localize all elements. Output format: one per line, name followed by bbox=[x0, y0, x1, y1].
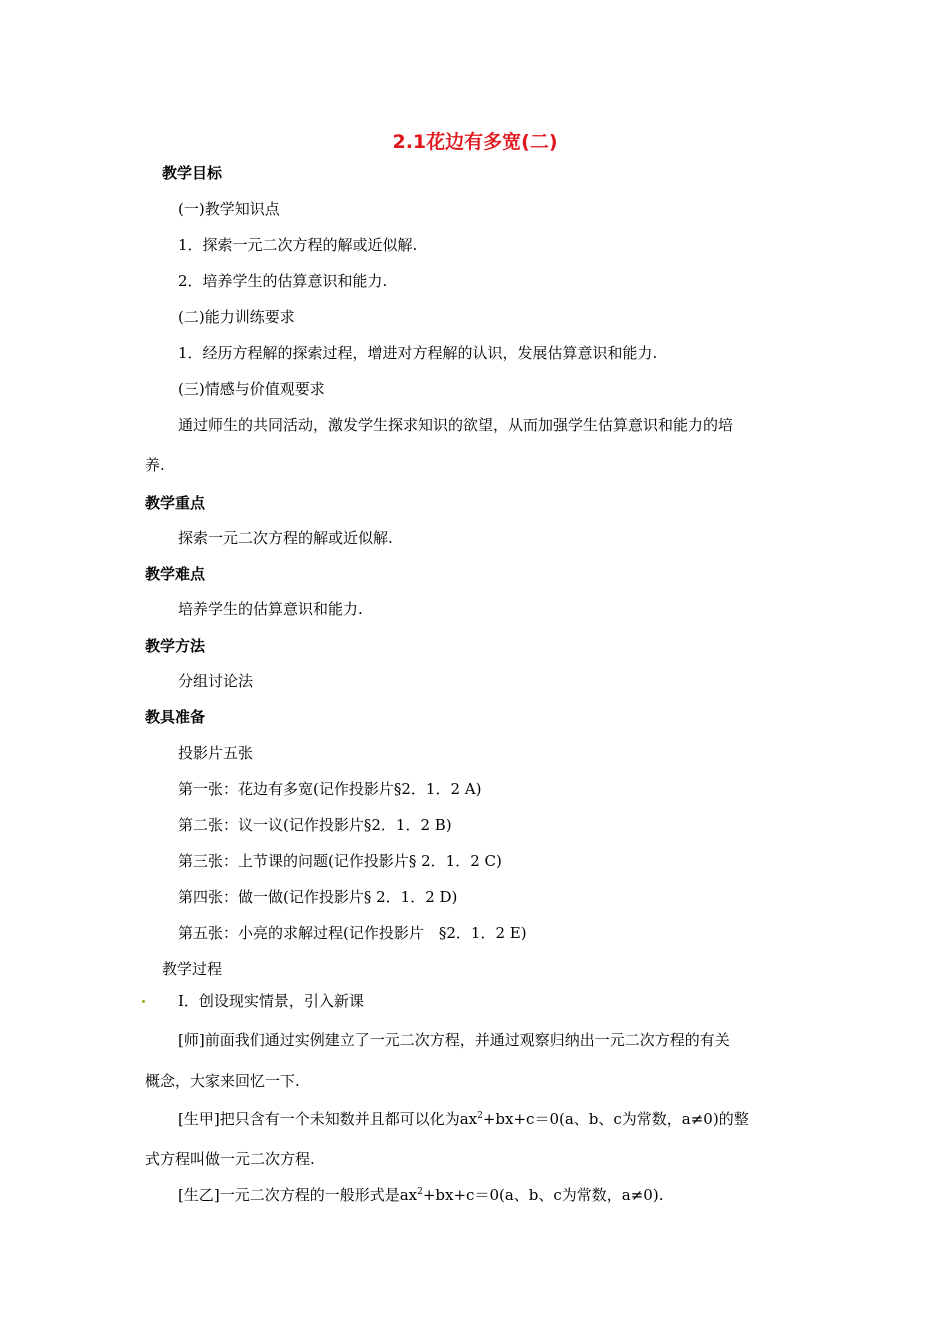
difficulty-text: 培养学生的估算意识和能力. bbox=[178, 600, 363, 618]
knowledge-item-1: 1．探索一元二次方程的解或近似解. bbox=[178, 236, 418, 254]
emotion-heading: (三)情感与价值观要求 bbox=[178, 380, 325, 398]
prep-intro: 投影片五张 bbox=[178, 744, 254, 762]
emotion-text-line2: 养. bbox=[145, 456, 165, 474]
objectives-heading: 教学目标 bbox=[162, 164, 223, 182]
key-point-text: 探索一元二次方程的解或近似解. bbox=[178, 529, 393, 547]
teacher-line1: [师]前面我们通过实例建立了一元二次方程，并通过观察归纳出一元二次方程的有关 bbox=[178, 1031, 730, 1049]
prep-heading: 教具准备 bbox=[145, 708, 206, 726]
emotion-text-line1: 通过师生的共同活动，激发学生探求知识的欲望，从而加强学生估算意识和能力的培 bbox=[178, 416, 734, 434]
knowledge-item-2: 2．培养学生的估算意识和能力. bbox=[178, 272, 388, 290]
knowledge-heading: (一)教学知识点 bbox=[178, 200, 280, 218]
prep-item-1: 第一张：花边有多宽(记作投影片§2．1．2 A) bbox=[178, 780, 482, 798]
student-jia-line2: 式方程叫做一元二次方程. bbox=[145, 1150, 315, 1168]
student-yi-line: [生乙]一元二次方程的一般形式是$ax^2+bx+c=0(a$、b、c为常数，a≠0). bbox=[178, 1186, 664, 1204]
document-title: 2.1花边有多宽(二) bbox=[392, 131, 558, 153]
ability-heading: (二)能力训练要求 bbox=[178, 308, 295, 326]
difficulty-heading: 教学难点 bbox=[145, 565, 206, 583]
key-point-heading: 教学重点 bbox=[145, 494, 206, 512]
prep-item-4: 第四张：做一做(记作投影片§ 2．1．2 D) bbox=[178, 888, 458, 906]
method-heading: 教学方法 bbox=[145, 637, 206, 655]
student-jia-line1: [生甲]把只含有一个未知数并且都可以化为$ax^2+bx+c=0(a$、b、c为常数，a≠0)的整 bbox=[178, 1110, 749, 1128]
prep-item-3: 第三张：上节课的问题(记作投影片§ 2．1．2 C) bbox=[178, 852, 502, 870]
method-text: 分组讨论法 bbox=[178, 672, 254, 690]
marker-dot bbox=[142, 1000, 145, 1003]
teacher-line2: 概念，大家来回忆一下. bbox=[145, 1072, 300, 1090]
prep-item-2: 第二张：议一议(记作投影片§2．1．2 B) bbox=[178, 816, 452, 834]
process-heading: 教学过程 bbox=[162, 960, 223, 978]
process-section-1: Ⅰ．创设现实情景，引入新课 bbox=[178, 992, 364, 1010]
prep-item-5: 第五张：小亮的求解过程(记作投影片 §2．1．2 E) bbox=[178, 924, 527, 942]
ability-item-1: 1．经历方程解的探索过程，增进对方程解的认识，发展估算意识和能力. bbox=[178, 344, 658, 362]
